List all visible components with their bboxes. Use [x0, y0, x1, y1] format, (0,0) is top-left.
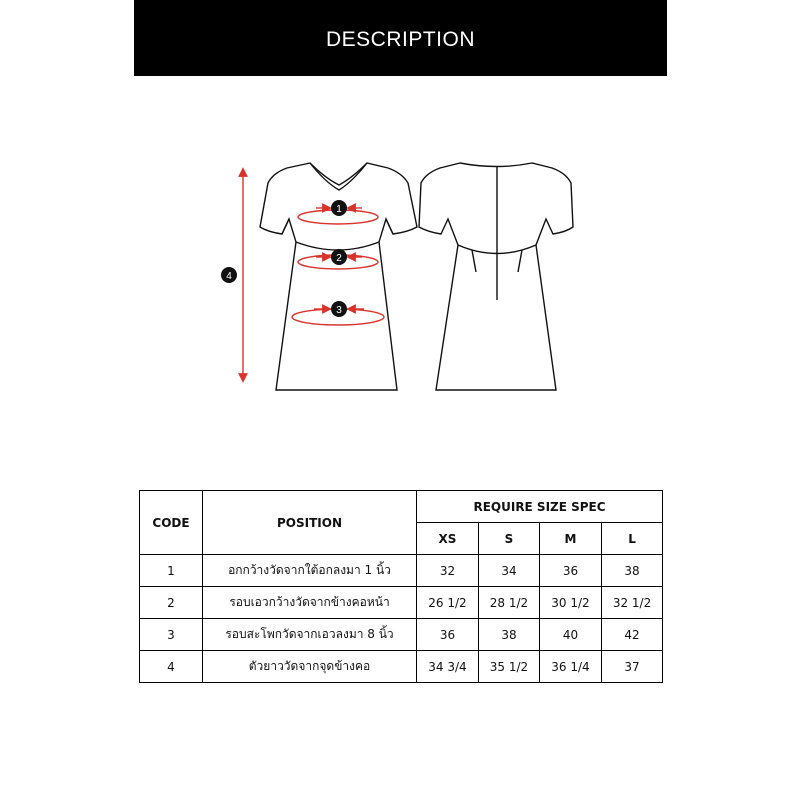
row-value: 34 3/4 — [417, 651, 479, 683]
row-value: 36 1/4 — [540, 651, 602, 683]
row-position: อกกว้างวัดจากใต้อกลงมา 1 นิ้ว — [203, 555, 417, 587]
size-xs-header: XS — [417, 523, 479, 555]
code-header: CODE — [140, 491, 203, 555]
table-row — [140, 555, 663, 587]
table-row — [140, 587, 663, 619]
row-value: 42 — [602, 619, 663, 651]
size-l-header: L — [602, 523, 663, 555]
spec-header: REQUIRE SIZE SPEC — [417, 491, 663, 523]
row-code: 2 — [140, 587, 203, 619]
size-spec-table — [139, 490, 663, 683]
row-code: 4 — [140, 651, 203, 683]
row-value: 36 — [417, 619, 479, 651]
row-position: ตัวยาววัดจากจุดข้างคอ — [203, 651, 417, 683]
marker-2 — [331, 249, 347, 265]
row-value: 35 1/2 — [479, 651, 540, 683]
row-value: 26 1/2 — [417, 587, 479, 619]
svg-text:3: 3 — [336, 305, 342, 316]
svg-text:1: 1 — [336, 204, 342, 215]
row-position: รอบสะโพกวัดจากเอวลงมา 8 นิ้ว — [203, 619, 417, 651]
row-value: 37 — [602, 651, 663, 683]
row-position: รอบเอวกว้างวัดจากข้างคอหน้า — [203, 587, 417, 619]
header-title: DESCRIPTION — [325, 28, 475, 51]
row-value: 30 1/2 — [540, 587, 602, 619]
row-value: 38 — [602, 555, 663, 587]
table-row — [140, 651, 663, 683]
position-header: POSITION — [203, 491, 417, 555]
front-dress — [260, 163, 417, 390]
marker-1 — [331, 200, 347, 216]
svg-text:2: 2 — [336, 253, 342, 264]
row-value: 32 — [417, 555, 479, 587]
size-s-header: S — [479, 523, 540, 555]
marker-3 — [331, 301, 347, 317]
row-value: 28 1/2 — [479, 587, 540, 619]
row-value: 38 — [479, 619, 540, 651]
size-m-header: M — [540, 523, 602, 555]
table-row — [140, 619, 663, 651]
back-dress — [419, 163, 573, 390]
row-code: 1 — [140, 555, 203, 587]
row-value: 36 — [540, 555, 602, 587]
svg-text:4: 4 — [226, 271, 232, 282]
marker-4 — [221, 267, 237, 283]
row-value: 34 — [479, 555, 540, 587]
row-code: 3 — [140, 619, 203, 651]
row-value: 32 1/2 — [602, 587, 663, 619]
row-value: 40 — [540, 619, 602, 651]
